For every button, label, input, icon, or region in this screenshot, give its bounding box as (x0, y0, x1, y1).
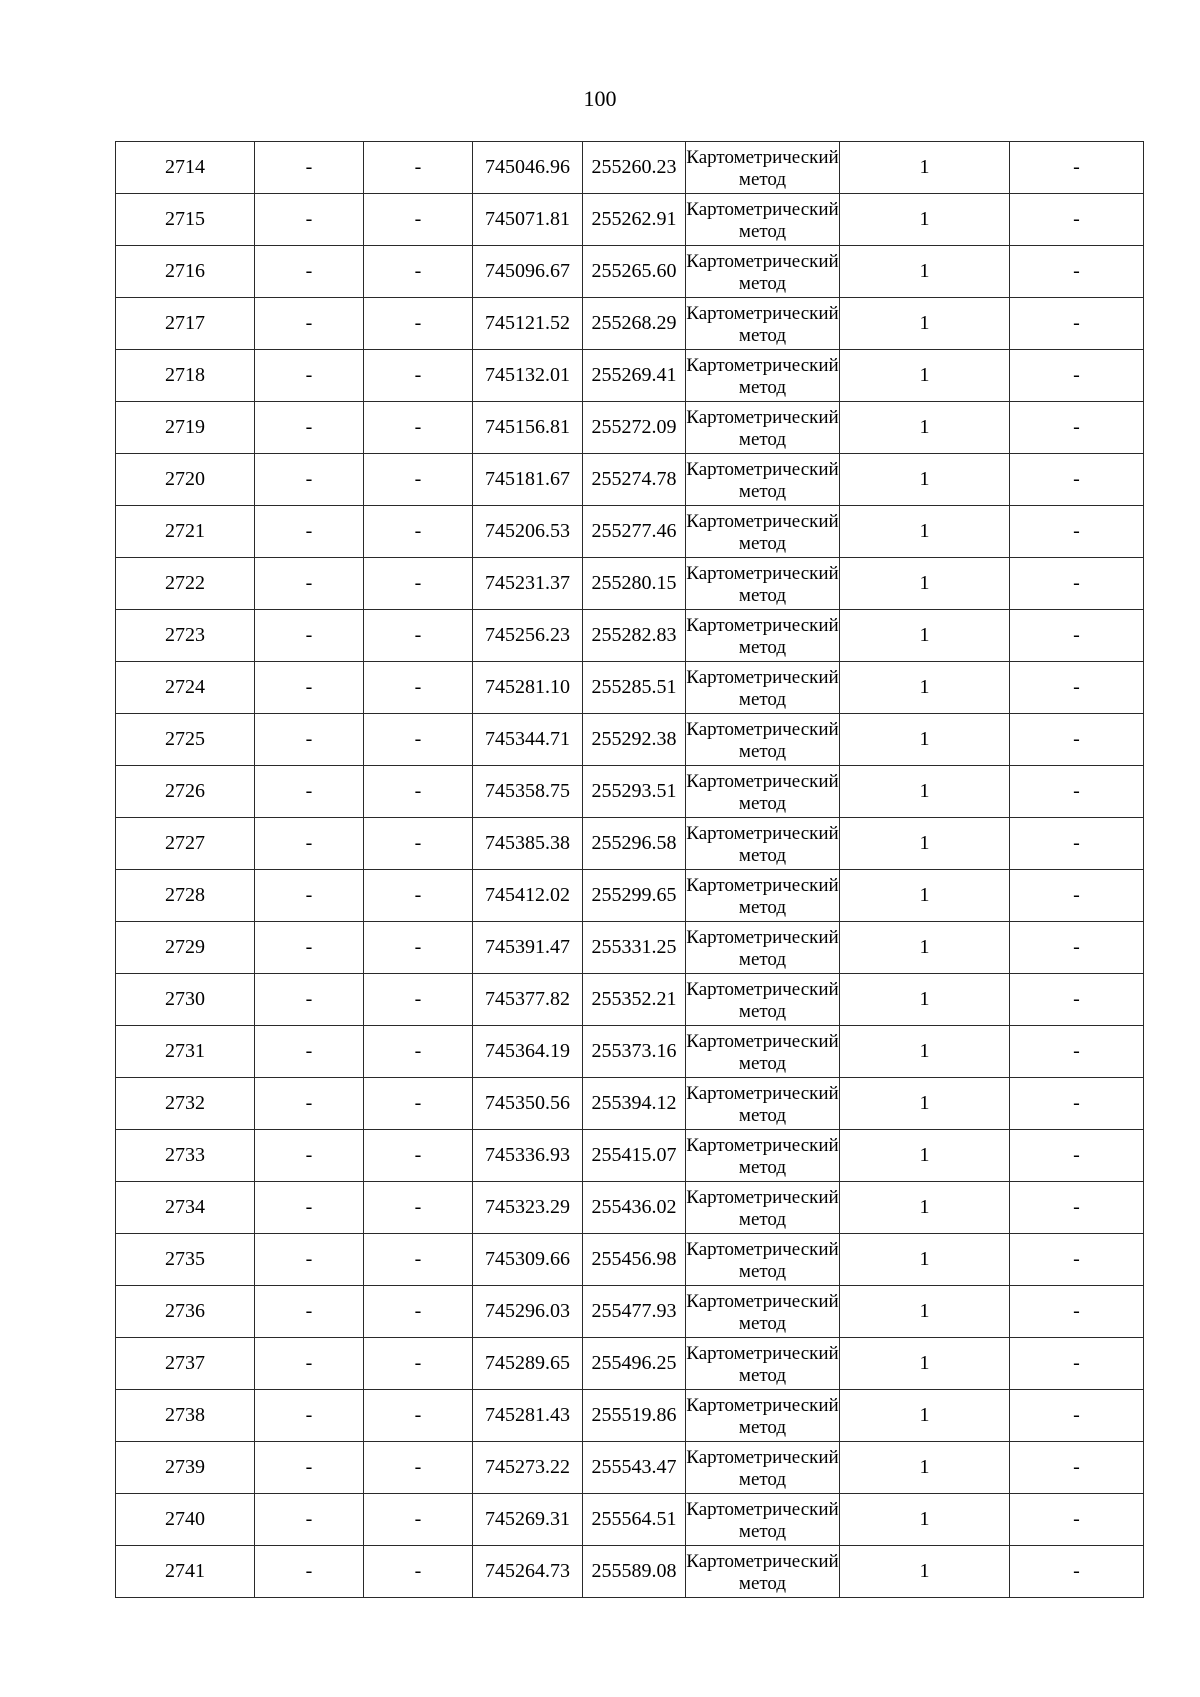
empty-dash-cell: - (1010, 870, 1144, 922)
table-row (116, 1078, 1144, 1130)
y-coordinate-cell: 255268.29 (583, 298, 686, 350)
x-coordinate-cell: 745181.67 (473, 454, 583, 506)
y-coordinate-cell: 255394.12 (583, 1078, 686, 1130)
method-cell: Картометрический метод (686, 1338, 840, 1390)
empty-dash-cell: - (255, 1390, 364, 1442)
accuracy-cell: 1 (840, 766, 1010, 818)
accuracy-cell: 1 (840, 142, 1010, 194)
empty-dash-cell: - (364, 1546, 473, 1598)
empty-dash-cell: - (1010, 350, 1144, 402)
accuracy-cell: 1 (840, 558, 1010, 610)
x-coordinate-cell: 745121.52 (473, 298, 583, 350)
y-coordinate-cell: 255477.93 (583, 1286, 686, 1338)
table-row (116, 194, 1144, 246)
empty-dash-cell: - (255, 818, 364, 870)
accuracy-cell: 1 (840, 194, 1010, 246)
x-coordinate-cell: 745281.10 (473, 662, 583, 714)
point-number-cell: 2731 (116, 1026, 255, 1078)
accuracy-cell: 1 (840, 1130, 1010, 1182)
empty-dash-cell: - (364, 1026, 473, 1078)
empty-dash-cell: - (1010, 1286, 1144, 1338)
y-coordinate-cell: 255260.23 (583, 142, 686, 194)
x-coordinate-cell: 745309.66 (473, 1234, 583, 1286)
empty-dash-cell: - (1010, 194, 1144, 246)
empty-dash-cell: - (1010, 142, 1144, 194)
point-number-cell: 2721 (116, 506, 255, 558)
point-number-cell: 2729 (116, 922, 255, 974)
empty-dash-cell: - (255, 1442, 364, 1494)
empty-dash-cell: - (1010, 558, 1144, 610)
method-cell: Картометрический метод (686, 974, 840, 1026)
empty-dash-cell: - (255, 714, 364, 766)
x-coordinate-cell: 745156.81 (473, 402, 583, 454)
table-row (116, 714, 1144, 766)
method-cell: Картометрический метод (686, 714, 840, 766)
point-number-cell: 2733 (116, 1130, 255, 1182)
page-number: 100 (583, 86, 617, 111)
empty-dash-cell: - (1010, 1130, 1144, 1182)
empty-dash-cell: - (1010, 1182, 1144, 1234)
empty-dash-cell: - (1010, 1338, 1144, 1390)
table-row (116, 1494, 1144, 1546)
y-coordinate-cell: 255456.98 (583, 1234, 686, 1286)
empty-dash-cell: - (364, 766, 473, 818)
empty-dash-cell: - (364, 870, 473, 922)
method-cell: Картометрический метод (686, 1390, 840, 1442)
table-row (116, 766, 1144, 818)
accuracy-cell: 1 (840, 506, 1010, 558)
empty-dash-cell: - (364, 1390, 473, 1442)
point-number-cell: 2718 (116, 350, 255, 402)
x-coordinate-cell: 745364.19 (473, 1026, 583, 1078)
point-number-cell: 2740 (116, 1494, 255, 1546)
empty-dash-cell: - (255, 506, 364, 558)
y-coordinate-cell: 255292.38 (583, 714, 686, 766)
point-number-cell: 2725 (116, 714, 255, 766)
coordinates-table (115, 141, 1144, 1598)
empty-dash-cell: - (1010, 818, 1144, 870)
x-coordinate-cell: 745289.65 (473, 1338, 583, 1390)
accuracy-cell: 1 (840, 1442, 1010, 1494)
point-number-cell: 2732 (116, 1078, 255, 1130)
empty-dash-cell: - (1010, 1390, 1144, 1442)
empty-dash-cell: - (364, 1494, 473, 1546)
x-coordinate-cell: 745350.56 (473, 1078, 583, 1130)
x-coordinate-cell: 745391.47 (473, 922, 583, 974)
empty-dash-cell: - (255, 974, 364, 1026)
empty-dash-cell: - (255, 1286, 364, 1338)
accuracy-cell: 1 (840, 350, 1010, 402)
y-coordinate-cell: 255293.51 (583, 766, 686, 818)
accuracy-cell: 1 (840, 1494, 1010, 1546)
method-cell: Картометрический метод (686, 246, 840, 298)
table-row (116, 1026, 1144, 1078)
table-row (116, 350, 1144, 402)
method-cell: Картометрический метод (686, 1130, 840, 1182)
method-cell: Картометрический метод (686, 1546, 840, 1598)
x-coordinate-cell: 745336.93 (473, 1130, 583, 1182)
point-number-cell: 2736 (116, 1286, 255, 1338)
method-cell: Картометрический метод (686, 766, 840, 818)
x-coordinate-cell: 745358.75 (473, 766, 583, 818)
x-coordinate-cell: 745269.31 (473, 1494, 583, 1546)
empty-dash-cell: - (1010, 298, 1144, 350)
empty-dash-cell: - (364, 454, 473, 506)
empty-dash-cell: - (1010, 974, 1144, 1026)
empty-dash-cell: - (1010, 714, 1144, 766)
table-row (116, 558, 1144, 610)
empty-dash-cell: - (255, 610, 364, 662)
empty-dash-cell: - (364, 1338, 473, 1390)
empty-dash-cell: - (364, 1286, 473, 1338)
empty-dash-cell: - (364, 818, 473, 870)
empty-dash-cell: - (1010, 1442, 1144, 1494)
empty-dash-cell: - (1010, 506, 1144, 558)
point-number-cell: 2727 (116, 818, 255, 870)
y-coordinate-cell: 255373.16 (583, 1026, 686, 1078)
empty-dash-cell: - (1010, 766, 1144, 818)
empty-dash-cell: - (255, 1234, 364, 1286)
method-cell: Картометрический метод (686, 818, 840, 870)
method-cell: Картометрический метод (686, 662, 840, 714)
x-coordinate-cell: 745206.53 (473, 506, 583, 558)
empty-dash-cell: - (364, 610, 473, 662)
table-row (116, 1546, 1144, 1598)
method-cell: Картометрический метод (686, 1494, 840, 1546)
point-number-cell: 2714 (116, 142, 255, 194)
accuracy-cell: 1 (840, 402, 1010, 454)
table-body (116, 142, 1144, 1598)
x-coordinate-cell: 745412.02 (473, 870, 583, 922)
empty-dash-cell: - (364, 194, 473, 246)
y-coordinate-cell: 255415.07 (583, 1130, 686, 1182)
accuracy-cell: 1 (840, 1078, 1010, 1130)
empty-dash-cell: - (255, 1078, 364, 1130)
empty-dash-cell: - (255, 194, 364, 246)
table-row (116, 1286, 1144, 1338)
accuracy-cell: 1 (840, 454, 1010, 506)
table-row (116, 1234, 1144, 1286)
x-coordinate-cell: 745256.23 (473, 610, 583, 662)
point-number-cell: 2722 (116, 558, 255, 610)
method-cell: Картометрический метод (686, 194, 840, 246)
table-row (116, 1182, 1144, 1234)
empty-dash-cell: - (1010, 1546, 1144, 1598)
empty-dash-cell: - (364, 350, 473, 402)
x-coordinate-cell: 745344.71 (473, 714, 583, 766)
empty-dash-cell: - (1010, 1234, 1144, 1286)
empty-dash-cell: - (1010, 1494, 1144, 1546)
empty-dash-cell: - (255, 766, 364, 818)
y-coordinate-cell: 255299.65 (583, 870, 686, 922)
empty-dash-cell: - (255, 298, 364, 350)
empty-dash-cell: - (364, 714, 473, 766)
method-cell: Картометрический метод (686, 1182, 840, 1234)
empty-dash-cell: - (1010, 922, 1144, 974)
method-cell: Картометрический метод (686, 298, 840, 350)
empty-dash-cell: - (364, 1442, 473, 1494)
empty-dash-cell: - (255, 402, 364, 454)
empty-dash-cell: - (255, 1338, 364, 1390)
empty-dash-cell: - (255, 870, 364, 922)
y-coordinate-cell: 255519.86 (583, 1390, 686, 1442)
y-coordinate-cell: 255352.21 (583, 974, 686, 1026)
empty-dash-cell: - (364, 974, 473, 1026)
y-coordinate-cell: 255589.08 (583, 1546, 686, 1598)
table-row (116, 506, 1144, 558)
point-number-cell: 2720 (116, 454, 255, 506)
y-coordinate-cell: 255285.51 (583, 662, 686, 714)
x-coordinate-cell: 745281.43 (473, 1390, 583, 1442)
method-cell: Картометрический метод (686, 922, 840, 974)
x-coordinate-cell: 745132.01 (473, 350, 583, 402)
y-coordinate-cell: 255564.51 (583, 1494, 686, 1546)
empty-dash-cell: - (364, 142, 473, 194)
accuracy-cell: 1 (840, 1286, 1010, 1338)
table-row (116, 1390, 1144, 1442)
accuracy-cell: 1 (840, 818, 1010, 870)
table-row (116, 818, 1144, 870)
x-coordinate-cell: 745385.38 (473, 818, 583, 870)
method-cell: Картометрический метод (686, 1442, 840, 1494)
empty-dash-cell: - (1010, 1078, 1144, 1130)
method-cell: Картометрический метод (686, 558, 840, 610)
method-cell: Картометрический метод (686, 506, 840, 558)
x-coordinate-cell: 745046.96 (473, 142, 583, 194)
empty-dash-cell: - (1010, 246, 1144, 298)
x-coordinate-cell: 745377.82 (473, 974, 583, 1026)
method-cell: Картометрический метод (686, 1234, 840, 1286)
table-row (116, 298, 1144, 350)
table-row (116, 922, 1144, 974)
point-number-cell: 2735 (116, 1234, 255, 1286)
table-row (116, 1338, 1144, 1390)
x-coordinate-cell: 745071.81 (473, 194, 583, 246)
table-row (116, 142, 1144, 194)
empty-dash-cell: - (364, 1078, 473, 1130)
empty-dash-cell: - (364, 246, 473, 298)
method-cell: Картометрический метод (686, 350, 840, 402)
x-coordinate-cell: 745231.37 (473, 558, 583, 610)
y-coordinate-cell: 255280.15 (583, 558, 686, 610)
point-number-cell: 2723 (116, 610, 255, 662)
table-row (116, 402, 1144, 454)
table-row (116, 610, 1144, 662)
empty-dash-cell: - (255, 350, 364, 402)
y-coordinate-cell: 255331.25 (583, 922, 686, 974)
point-number-cell: 2717 (116, 298, 255, 350)
y-coordinate-cell: 255272.09 (583, 402, 686, 454)
accuracy-cell: 1 (840, 1026, 1010, 1078)
method-cell: Картометрический метод (686, 1026, 840, 1078)
empty-dash-cell: - (255, 558, 364, 610)
point-number-cell: 2728 (116, 870, 255, 922)
accuracy-cell: 1 (840, 246, 1010, 298)
empty-dash-cell: - (255, 662, 364, 714)
y-coordinate-cell: 255296.58 (583, 818, 686, 870)
point-number-cell: 2719 (116, 402, 255, 454)
method-cell: Картометрический метод (686, 610, 840, 662)
accuracy-cell: 1 (840, 974, 1010, 1026)
empty-dash-cell: - (364, 402, 473, 454)
y-coordinate-cell: 255274.78 (583, 454, 686, 506)
point-number-cell: 2738 (116, 1390, 255, 1442)
point-number-cell: 2724 (116, 662, 255, 714)
empty-dash-cell: - (364, 506, 473, 558)
empty-dash-cell: - (255, 454, 364, 506)
accuracy-cell: 1 (840, 1546, 1010, 1598)
point-number-cell: 2730 (116, 974, 255, 1026)
table-row (116, 662, 1144, 714)
x-coordinate-cell: 745096.67 (473, 246, 583, 298)
empty-dash-cell: - (1010, 454, 1144, 506)
y-coordinate-cell: 255282.83 (583, 610, 686, 662)
method-cell: Картометрический метод (686, 142, 840, 194)
empty-dash-cell: - (364, 1130, 473, 1182)
empty-dash-cell: - (255, 1494, 364, 1546)
empty-dash-cell: - (255, 1182, 364, 1234)
y-coordinate-cell: 255262.91 (583, 194, 686, 246)
method-cell: Картометрический метод (686, 454, 840, 506)
accuracy-cell: 1 (840, 1390, 1010, 1442)
accuracy-cell: 1 (840, 922, 1010, 974)
empty-dash-cell: - (364, 1234, 473, 1286)
empty-dash-cell: - (255, 1546, 364, 1598)
point-number-cell: 2716 (116, 246, 255, 298)
point-number-cell: 2737 (116, 1338, 255, 1390)
empty-dash-cell: - (1010, 610, 1144, 662)
accuracy-cell: 1 (840, 1234, 1010, 1286)
empty-dash-cell: - (364, 922, 473, 974)
table-row (116, 974, 1144, 1026)
table-row (116, 870, 1144, 922)
point-number-cell: 2715 (116, 194, 255, 246)
point-number-cell: 2741 (116, 1546, 255, 1598)
accuracy-cell: 1 (840, 1182, 1010, 1234)
y-coordinate-cell: 255277.46 (583, 506, 686, 558)
accuracy-cell: 1 (840, 610, 1010, 662)
empty-dash-cell: - (255, 142, 364, 194)
accuracy-cell: 1 (840, 870, 1010, 922)
table-row (116, 246, 1144, 298)
empty-dash-cell: - (255, 922, 364, 974)
x-coordinate-cell: 745323.29 (473, 1182, 583, 1234)
accuracy-cell: 1 (840, 662, 1010, 714)
empty-dash-cell: - (255, 246, 364, 298)
accuracy-cell: 1 (840, 1338, 1010, 1390)
accuracy-cell: 1 (840, 714, 1010, 766)
empty-dash-cell: - (364, 1182, 473, 1234)
x-coordinate-cell: 745273.22 (473, 1442, 583, 1494)
table-row (116, 1130, 1144, 1182)
method-cell: Картометрический метод (686, 1078, 840, 1130)
y-coordinate-cell: 255269.41 (583, 350, 686, 402)
method-cell: Картометрический метод (686, 402, 840, 454)
point-number-cell: 2734 (116, 1182, 255, 1234)
x-coordinate-cell: 745264.73 (473, 1546, 583, 1598)
method-cell: Картометрический метод (686, 870, 840, 922)
y-coordinate-cell: 255496.25 (583, 1338, 686, 1390)
y-coordinate-cell: 255436.02 (583, 1182, 686, 1234)
empty-dash-cell: - (1010, 402, 1144, 454)
table-row (116, 454, 1144, 506)
empty-dash-cell: - (255, 1026, 364, 1078)
y-coordinate-cell: 255265.60 (583, 246, 686, 298)
method-cell: Картометрический метод (686, 1286, 840, 1338)
empty-dash-cell: - (364, 298, 473, 350)
table-row (116, 1442, 1144, 1494)
y-coordinate-cell: 255543.47 (583, 1442, 686, 1494)
accuracy-cell: 1 (840, 298, 1010, 350)
x-coordinate-cell: 745296.03 (473, 1286, 583, 1338)
empty-dash-cell: - (364, 558, 473, 610)
empty-dash-cell: - (255, 1130, 364, 1182)
empty-dash-cell: - (1010, 1026, 1144, 1078)
point-number-cell: 2726 (116, 766, 255, 818)
empty-dash-cell: - (1010, 662, 1144, 714)
point-number-cell: 2739 (116, 1442, 255, 1494)
empty-dash-cell: - (364, 662, 473, 714)
